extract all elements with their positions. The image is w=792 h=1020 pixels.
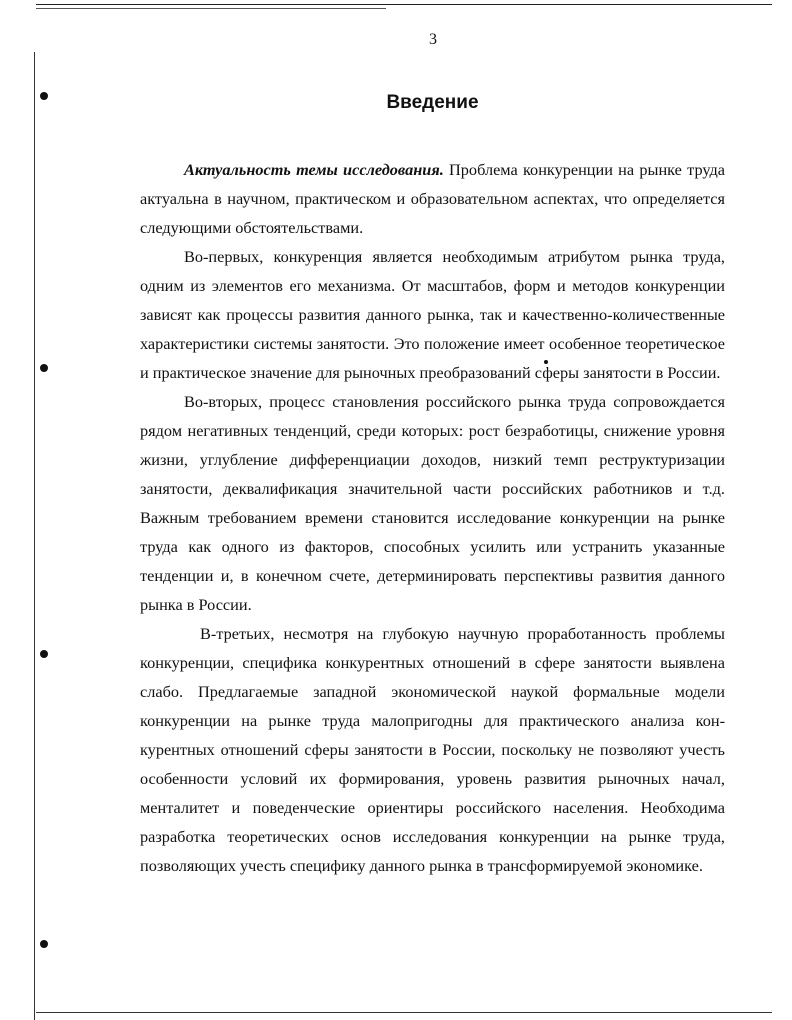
paragraph-third-reason: В-третьих, несмотря на глубокую научную проработанность проблемы конкуренции, специфика конкурентных отношений в сфере занятости выявлена слабо. Предлагаемые западной экономической наукой формальные модели конкуренции на рынке труда малопригодны для практического анализа конкурентных отношений сферы занятости в России, поскольку не позволяют учесть особенности условий их формирования, уровень развития рыночных начал, менталитет и поведенческие ориентиры российского населения. Необходима разработка теоретических основ исследования конкуренции на рынке труда, позволяющих учесть специфику данного рынка в трансформируемой экономике. (140, 624, 725, 875)
binding-hole-mark (40, 940, 48, 948)
binding-hole-mark (40, 92, 48, 100)
paragraph-relevance (140, 155, 725, 242)
page-number: 3 (429, 31, 437, 48)
section-heading: Введение (386, 92, 479, 113)
binding-hole-mark (40, 650, 48, 658)
paragraph-first-reason: Во-первых, конкуренция является необходимым атрибутом рынка труда, одним из элементов его механизма. От масштабов, форм и методов конкуренции зависят как процессы развития данного рынка, так и качественно-количественные характеристики системы занятости. Это положение имеет особенное теоретическое и практическое значение для рыночных преобразований сферы занятости в России. (140, 247, 725, 382)
scan-bottom-border (36, 1012, 772, 1013)
paragraph-second-reason: Во-вторых, процесс становления российского рынка труда сопровождается рядом негативных тенденций, среди которых: рост безработицы, снижение уровня жизни, углубление дифференциации доходов, низкий темп реструктуризации занятости, деквалификация значительной части российских работников и т.д. Важным требованием времени становится исследование конкуренции на рынке труда как одного из факторов, способных усилить или устранить указанные тенденции и, в конечном счете, детерминировать перспективы развития данного рынка в России. (140, 392, 725, 614)
body-text (140, 155, 725, 880)
scan-top-border (36, 4, 772, 5)
scan-top-border-secondary (36, 8, 386, 9)
paragraph-text: Проблема конкуренции на рынке труда актуальна в научном, практическом и образовательном аспектах, что определяется следующими обстоятельствами. (140, 160, 725, 237)
scan-left-border (34, 52, 35, 1020)
paragraph-lead: Актуальность темы исследования. (184, 160, 444, 179)
binding-hole-mark (40, 364, 48, 372)
